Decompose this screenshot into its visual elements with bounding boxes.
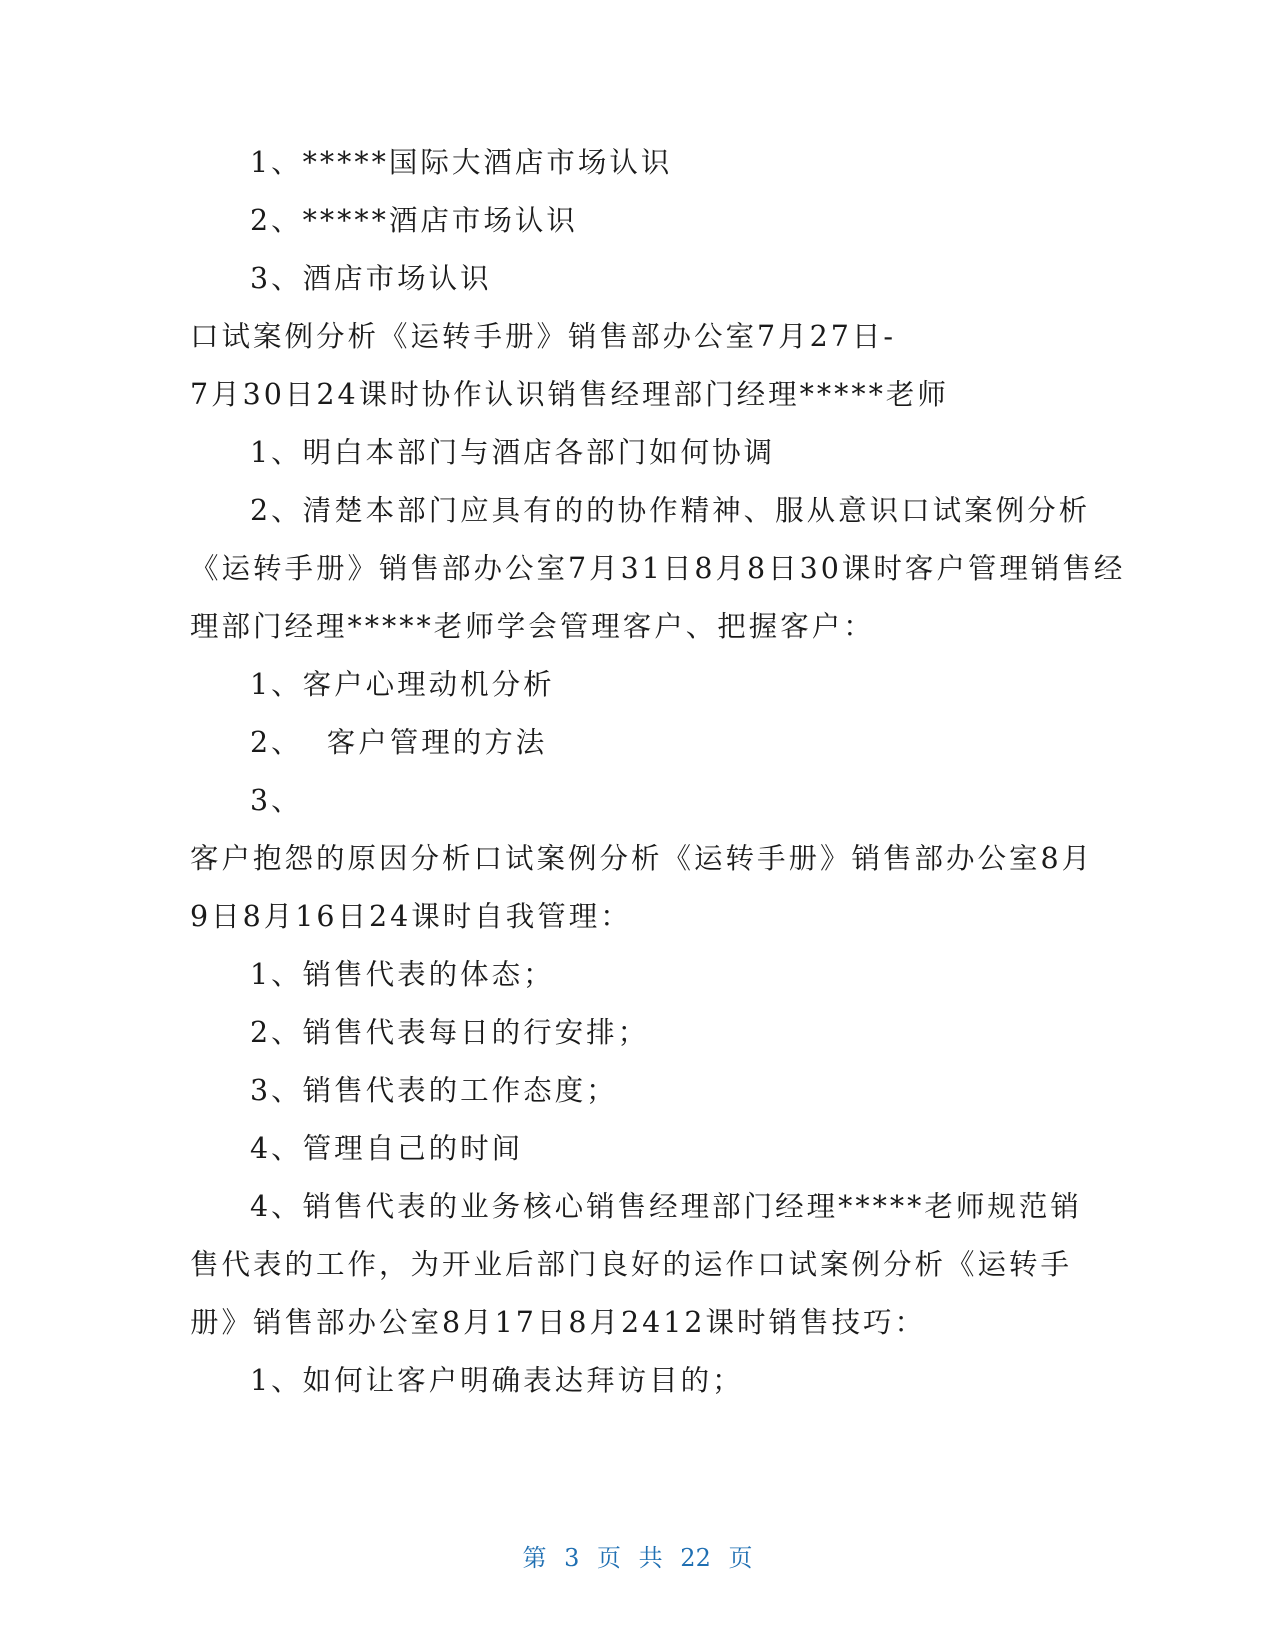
text-line: 册》销售部办公室8月17日8月2412课时销售技巧： (190, 1306, 927, 1339)
page-number-footer: 第 3 页 共 22 页 (522, 1544, 753, 1572)
text-line: 7月30日24课时协作认识销售经理部门经理*****老师 (190, 378, 949, 411)
text-line: 1、客户心理动机分析 (250, 668, 555, 701)
text-line: 4、管理自己的时间 (250, 1132, 524, 1165)
text-line: 1、明白本部门与酒店各部门如何协调 (250, 436, 776, 469)
text-line: 理部门经理*****老师学会管理客户、把握客户： (190, 610, 875, 643)
text-line: 2、*****酒店市场认识 (250, 204, 578, 237)
text-line: 9日8月16日24课时自我管理： (190, 900, 632, 933)
text-line: 3、 (250, 784, 303, 817)
text-line: 2、清楚本部门应具有的的协作精神、服从意识口试案例分析 (250, 494, 1091, 527)
text-line: 1、如何让客户明确表达拜访目的； (250, 1364, 744, 1397)
text-line: 3、销售代表的工作态度； (250, 1074, 618, 1107)
text-line: 1、*****国际大酒店市场认识 (250, 146, 673, 179)
text-line: 2、 客户管理的方法 (250, 726, 548, 759)
text-line: 《运转手册》销售部办公室7月31日8月8日30课时客户管理销售经 (190, 552, 1126, 585)
text-line: 售代表的工作，为开业后部门良好的运作口试案例分析《运转手 (190, 1248, 1073, 1281)
text-line: 4、销售代表的业务核心销售经理部门经理*****老师规范销 (250, 1190, 1082, 1223)
text-line: 3、酒店市场认识 (250, 262, 492, 295)
text-line: 客户抱怨的原因分析口试案例分析《运转手册》销售部办公室8月 (190, 842, 1094, 875)
text-line: 2、销售代表每日的行安排； (250, 1016, 650, 1049)
text-line: 1、销售代表的体态； (250, 958, 555, 991)
text-line: 口试案例分析《运转手册》销售部办公室7月27日- (190, 320, 897, 353)
